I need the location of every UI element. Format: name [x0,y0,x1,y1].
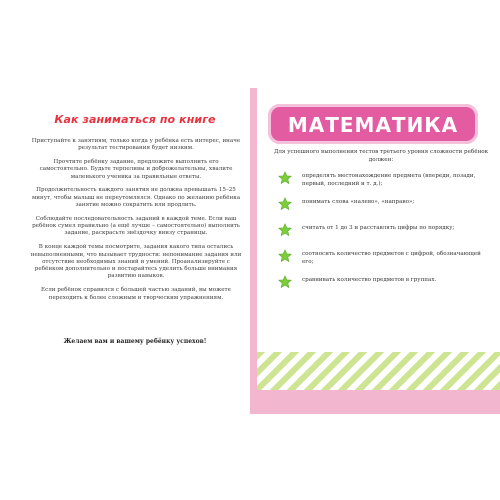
paragraph: Продолжительность каждого занятия не должна превышать 15–25 минут, чтобы малыш не переутомлялся. Однако по желанию ребёнка занятие можно сократить или продлить. [31,187,241,209]
list-item-text: соотносить количество предметов с цифрой, обозначающей его; [302,251,481,265]
star-icon [278,249,292,263]
wish-text: Желаем вам и вашему ребёнку успехов! [63,338,207,345]
paragraph: Соблюдайте последовательность заданий в каждой теме. Если ваш ребёнок сумел правильно (а ещё лучше – самостоятельно) выполнить задание, раскрасьте звёздочку внизу страницы. [32,215,240,237]
right-page [250,0,500,500]
star-icon [278,275,292,289]
star-icon [278,197,292,211]
section-title: МАТЕМАТИКА [287,113,459,137]
left-page-title: Как заниматься по книге [54,113,216,126]
left-page-text [28,138,244,308]
paragraph: В конце каждой темы посмотрите, задания какого типа остались невыполненными, что вызывает трудности: непонимание задания или отсутствие необходимых знаний и умений. Проанализируйте с ребёнком дополнительно и постарайтесь уделить больше внимания развитию навыков. [30,244,242,280]
list-item-text: считать от 1 до 3 и расставлять цифры по порядку; [302,225,455,231]
paragraph: Приступайте к занятиям, только когда у ребёнка есть интерес, иначе результат тестирования будет низким. [31,138,241,152]
list-item-text: определять местонахождение предмета (впереди, позади, первый, последний и т. д.); [302,173,476,187]
list-item-text: сравнивать количество предметов в группах. [302,277,437,283]
star-icon [278,223,292,237]
list-item [278,171,493,197]
list-item-text: понимать слова «налево», «направо»; [302,199,415,205]
pink-bottom-band [257,390,500,412]
star-icon [278,171,292,185]
paragraph: Прочтите ребёнку задание, предложите выполнить его самостоятельно. Будьте терпеливы и доброжелательны, хвалите маленького ученика за правильные ответы. [39,159,233,180]
list-item [278,249,493,275]
striped-decoration [257,352,500,390]
list-item [278,197,493,223]
intro-text: Для успешного выполнения тестов третьего уровня сложности ребёнок должен: [273,149,489,163]
list-item [278,275,493,301]
list-item [278,223,493,249]
paragraph: Если ребёнок справился с большей частью заданий, вы можете переходить к более сложным и творческим упражнениям. [41,287,231,301]
skills-list [278,171,493,301]
section-title-box [268,104,478,144]
